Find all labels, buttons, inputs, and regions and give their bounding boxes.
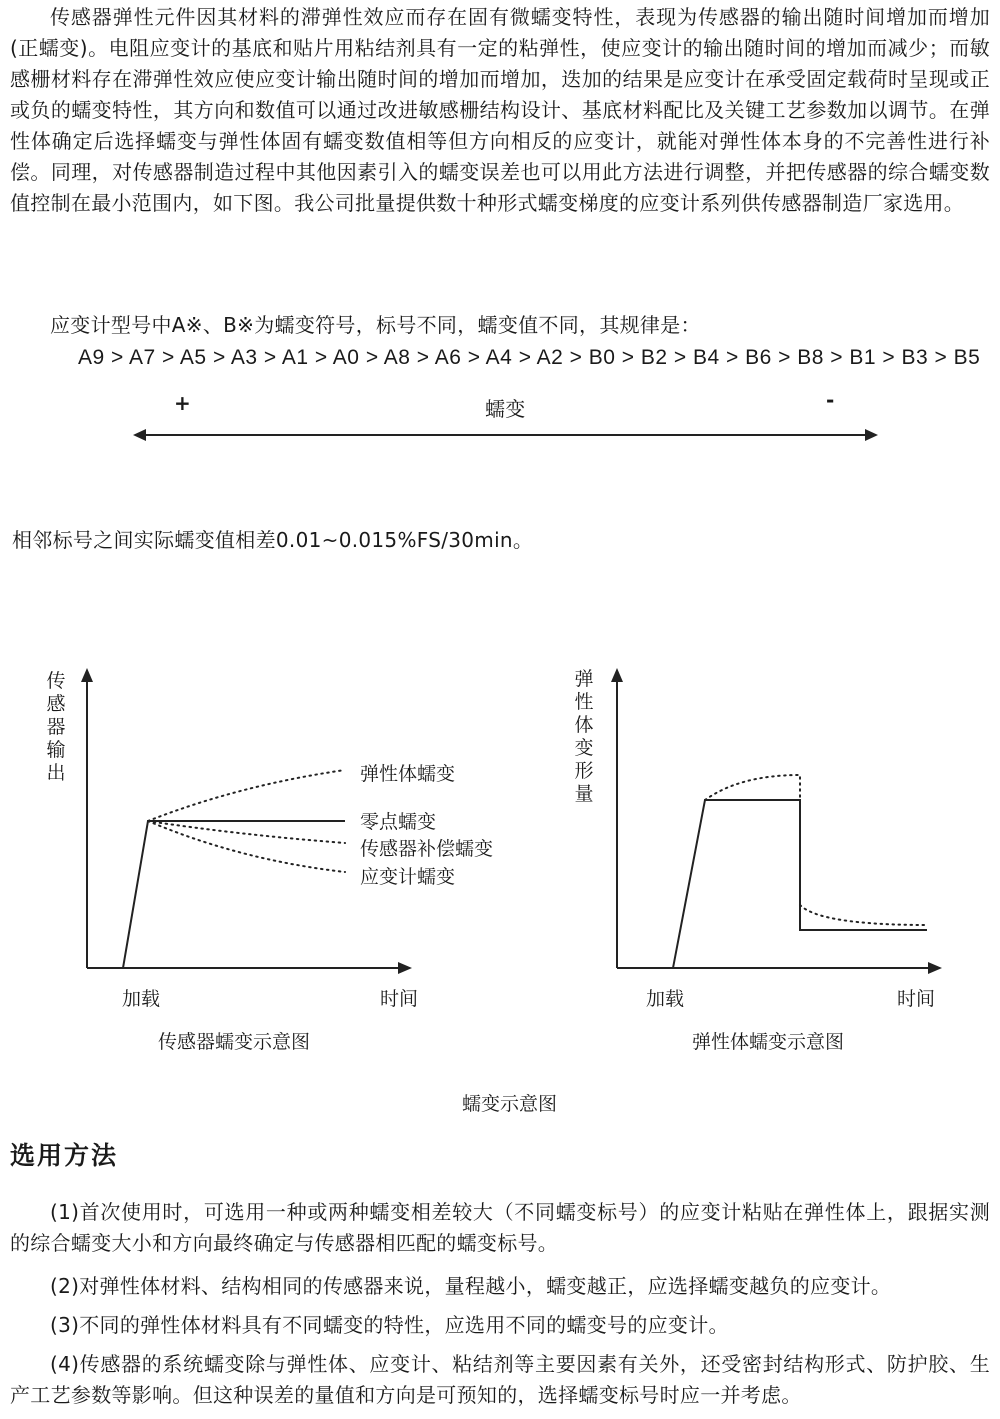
left-x-start-label: 加载 [122, 988, 161, 1010]
left-y-axis-label: 传 感 器 输 出 [46, 670, 66, 784]
right-loaded-creep-curve [705, 775, 800, 800]
right-axes [611, 668, 942, 974]
main-figure-caption: 蠕变示意图 [462, 1093, 558, 1115]
left-elastic-creep-curve [148, 770, 345, 821]
label-gauge-creep: 应变计蠕变 [360, 866, 456, 888]
selection-item-4: (4)传感器的系统蠕变除与弹性体、应变计、粘结剂等主要因素有关外，还受密封结构形式、防护胶、生产工艺参数等影响。但这种误差的量值和方向是可预知的，选择蠕变标号时应一并考虑。 [10, 1352, 990, 1407]
right-x-start-label: 加载 [646, 988, 685, 1010]
left-x-end-label: 时间 [380, 988, 419, 1010]
left-chart-caption: 传感器蠕变示意图 [158, 1031, 311, 1053]
right-unloaded-recovery-curve [800, 905, 927, 925]
label-elastic-creep: 弹性体蠕变 [360, 763, 456, 785]
selection-item-1: (1)首次使用时，可选用一种或两种蠕变相差较大（不同蠕变标号）的应变计粘贴在弹性体上，跟据实测的综合蠕变大小和方向最终确定与传感器相匹配的蠕变标号。 [10, 1200, 990, 1255]
right-chart-caption: 弹性体蠕变示意图 [692, 1031, 845, 1053]
selection-item-3: (3)不同的弹性体材料具有不同蠕变的特性，应选用不同的蠕变号的应变计。 [50, 1313, 729, 1337]
rule-line: 应变计型号中A※、B※为蠕变符号，标号不同，蠕变值不同，其规律是： [50, 313, 701, 337]
right-loading-curve [673, 800, 927, 968]
creep-sequence: A9 > A7 > A5 > A3 > A1 > A0 > A8 > A6 > A4 > A2 > B0 > B2 > B4 > B6 > B8 > B1 > B3 > B5 [78, 346, 981, 369]
label-compensated-creep: 传感器补偿蠕变 [360, 838, 494, 860]
creep-direction-arrow [133, 429, 878, 441]
label-zero-creep: 零点蠕变 [360, 811, 437, 833]
minus-sign: - [826, 388, 835, 412]
left-gauge-creep-curve [148, 821, 345, 872]
plus-sign: + [174, 391, 191, 415]
right-x-end-label: 时间 [897, 988, 936, 1010]
right-y-axis-label: 弹 性 体 变 形 量 [574, 668, 594, 805]
section-heading: 选用方法 [10, 1141, 119, 1170]
selection-item-2: (2)对弹性体材料、结构相同的传感器来说，量程越小，蠕变越正，应选择蠕变越负的应变计。 [50, 1274, 892, 1298]
left-loading-curve [123, 821, 345, 968]
intro-paragraph: 传感器弹性元件因其材料的滞弹性效应而存在固有微蠕变特性，表现为传感器的输出随时间增加而增加 (正蠕变)。电阻应变计的基底和贴片用粘结剂具有一定的粘弹性，使应变计的输出随时间的增加而减少；而敏感栅材料存在滞弹性效应使应变计输出随时间的增加而增加，迭加的结果是应变计在承受固定载荷时呈现或正或负的蠕变特性，其方向和数值可以通过改进敏感栅结构设计、基底材料配比及关键工艺参数加以调节。在弹性体确定后选择蠕变与弹性体固有蠕变数值相等但方向相反的应变计，就能对弹性体本身的不完善性进行补偿。同理，对传感器制造过程中其他因素引入的蠕变误差也可以用此方法进行调整，并把传感器的综合蠕变数值控制在最小范围内，如下图。我公司批量提供数十种形式蠕变梯度的应变计系列供传感器制造厂家选用。 [10, 5, 990, 215]
creep-axis-label: 蠕变 [485, 397, 526, 421]
difference-note: 相邻标号之间实际蠕变值相差0.01~0.015%FS/30min。 [12, 528, 534, 552]
